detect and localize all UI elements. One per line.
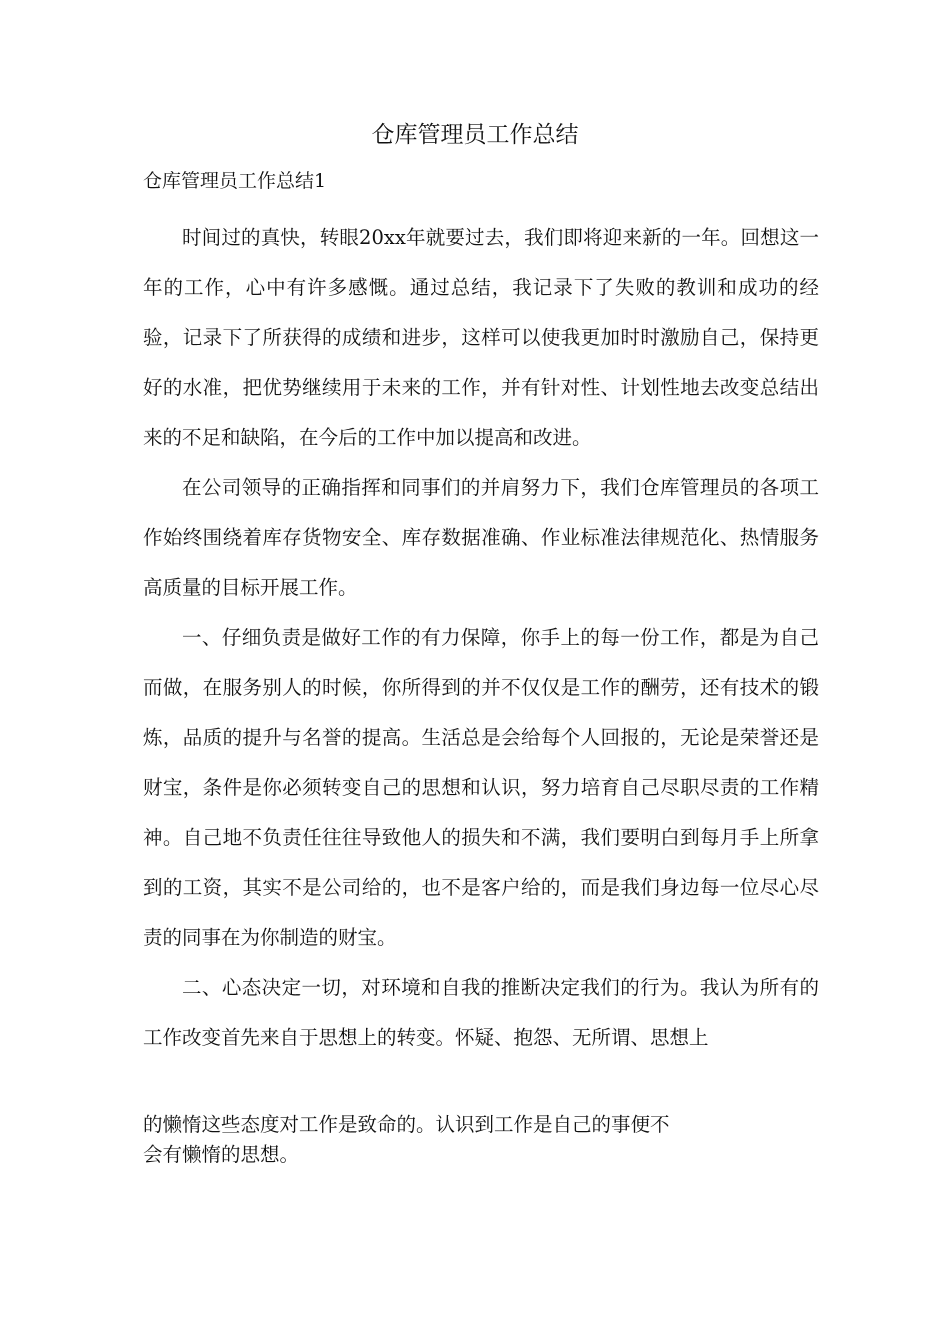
- continuation-line: 的懒惰这些态度对工作是致命的。认识到工作是自己的事便不: [143, 1113, 670, 1136]
- document-body: [143, 213, 819, 1063]
- section-heading: 仓库管理员工作总结1: [143, 170, 327, 192]
- continuation-line: 会有懒惰的思想。: [143, 1143, 300, 1166]
- paragraph-point-one: 一、仔细负责是做好工作的有力保障，你手上的每一份工作，都是为自己而做，在服务别人的时候，你所得到的并不仅仅是工作的酬劳，还有技术的锻炼，品质的提升与名誉的提高。生活总是会给每个人回报的，无论是荣誉还是财宝，条件是你必须转变自己的思想和认识，努力培育自己尽职尽责的工作精神。自己地不负责任往往导致他人的损失和不满，我们要明白到每月手上所拿到的工资，其实不是公司给的，也不是客户给的，而是我们身边每一位尽心尽责的同事在为你制造的财宝。: [143, 626, 819, 949]
- paragraph-point-two: 二、心态决定一切，对环境和自我的推断决定我们的行为。我认为所有的工作改变首先来自于思想上的转变。怀疑、抱怨、无所谓、思想上: [143, 976, 819, 1049]
- paragraph-overview: 在公司领导的正确指挥和同事们的并肩努力下，我们仓库管理员的各项工作始终围绕着库存货物安全、库存数据准确、作业标准法律规范化、热情服务高质量的目标开展工作。: [143, 476, 819, 599]
- document-title: 仓库管理员工作总结: [371, 122, 579, 148]
- paragraph-intro: 时间过的真快，转眼20xx年就要过去，我们即将迎来新的一年。回想这一年的工作，心中有许多感慨。通过总结，我记录下了失败的教训和成功的经验，记录下了所获得的成绩和进步，这样可以使我更加时时激励自己，保持更好的水准，把优势继续用于未来的工作，并有针对性、计划性地去改变总结出来的不足和缺陷，在今后的工作中加以提高和改进。: [143, 226, 819, 449]
- paragraph-continuation: [143, 1110, 819, 1170]
